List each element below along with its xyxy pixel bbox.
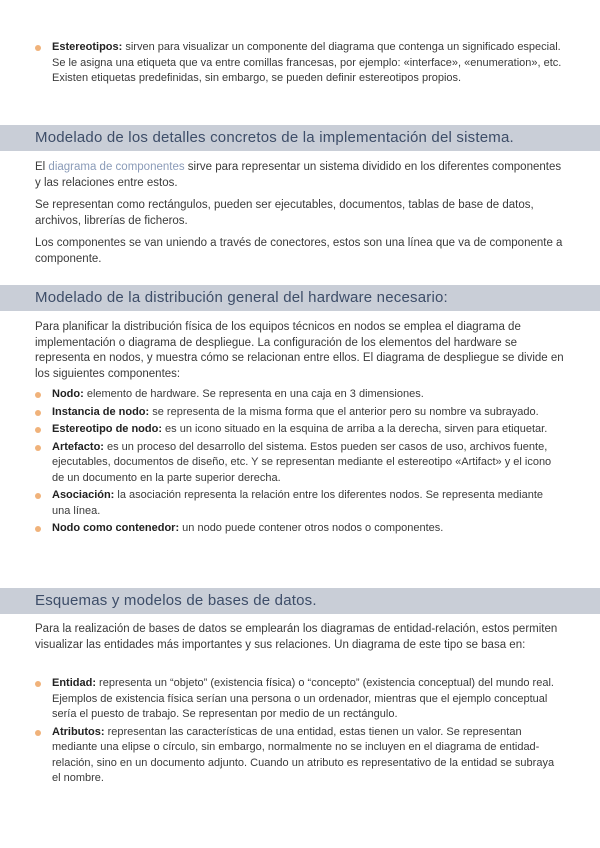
deployment-intro-paragraph: Para planificar la distribución física de los equipos técnicos en nodos se emplea el diagrama de implementación o diagrama de despliegue. La configuración de los elementos del hardware se representa en nodos, y muestra cómo se relacionan entre ellos. El diagrama de despliegue se divide en los siguientes componentes: — [35, 321, 564, 380]
list-item — [52, 676, 564, 723]
bullet-icon — [35, 493, 41, 499]
bullet-text: es un icono situado en la esquina de arriba a la derecha, sirven para etiquetar. — [162, 423, 548, 435]
bullet-icon — [35, 730, 41, 736]
list-item — [52, 405, 564, 421]
bullet-icon — [35, 681, 41, 687]
list-item — [52, 521, 564, 537]
components-paragraph — [35, 160, 565, 191]
bullet-term: Instancia de nodo: — [52, 405, 150, 418]
paragraph-text: El — [35, 161, 49, 173]
database-intro-paragraph: Para la realización de bases de datos se emplearán los diagramas de entidad-relación, estos permiten visualizar las entidades más importantes y sus relaciones. Un diagrama de este tipo se basa en: — [35, 623, 558, 651]
database-concept-list — [52, 676, 564, 789]
bullet-term: Entidad: — [52, 677, 96, 689]
bullet-text: es un proceso del desarrollo del sistema. Estos pueden ser casos de uso, archivos fuente, ejecutables, documentos de diseño, etc. Y se representan mediante el estereotipo «Artifact» y el icono de un documento en la parte superior derecha. — [52, 440, 552, 484]
section-title: Modelado de la distribución general del hardware necesario: — [35, 289, 448, 306]
deployment-component-list — [52, 387, 564, 539]
bullet-text: representan las características de una entidad, estas tienen un valor. Se representan mediante una elipse o círculo, sin embargo, normalmente no se incluyen en el diagrama de entidad-relación, sino en un documento adjunto. Cuando un atributo es representativo de la entidad se subraya el nombre. — [52, 725, 555, 784]
section-header-hardware — [0, 285, 600, 311]
list-item — [52, 422, 564, 438]
section-header-databases — [0, 588, 600, 614]
list-item — [52, 725, 564, 787]
section-title: Esquemas y modelos de bases de datos. — [35, 592, 317, 609]
bullet-term: Artefacto: — [52, 440, 104, 453]
section-title: Modelado de los detalles concretos de la implementación del sistema. — [35, 129, 514, 146]
bullet-text: representa un “objeto” (existencia física) o “concepto” (existencia conceptual) del mundo real. Ejemplos de existencia física serían una persona o un ordenador, mientras que el ejemplo conceptual sería el puesto de trabajo. Se representan por medio de un rectángulo. — [52, 677, 554, 720]
bullet-icon — [35, 410, 41, 416]
bullet-term: Atributos: — [52, 725, 105, 738]
bullet-text: sirven para visualizar un componente del diagrama que contenga un significado especial. Se le asigna una etiqueta que va entre comillas francesas, por ejemplo: «interface», «enumeration», etc. Existen etiquetas predefinidas, sin embargo, se pueden definir estereotipos propios. — [52, 41, 562, 84]
paragraph-text: sirve para representar un sistema dividido en los diferentes componentes y las relaciones entre estos. — [35, 161, 562, 189]
list-item — [52, 440, 564, 487]
components-diagram-link[interactable]: diagrama de componentes — [48, 161, 185, 173]
bullet-icon — [35, 427, 41, 433]
stereotype-bullet-list — [52, 40, 564, 89]
bullet-term: Estereotipo de nodo: — [52, 423, 162, 435]
components-representation-paragraph: Se representan como rectángulos, pueden ser ejecutables, documentos, tablas de base de datos, archivos, librerías de ficheros. — [35, 199, 534, 227]
bullet-term: Nodo como contenedor: — [52, 522, 180, 534]
connectors-paragraph: Los componentes se van uniendo a través de conectores, estos son una línea que va de componente a componente. — [35, 237, 563, 265]
list-item — [52, 40, 564, 87]
bullet-term: Asociación: — [52, 489, 115, 501]
bullet-term: Nodo: — [52, 388, 84, 400]
list-item — [52, 387, 564, 403]
bullet-text: un nodo puede contener otros nodos o componentes. — [179, 522, 444, 534]
bullet-icon — [35, 392, 41, 398]
bullet-icon — [35, 526, 41, 532]
bullet-icon — [35, 445, 41, 451]
bullet-text: elemento de hardware. Se representa en una caja en 3 dimensiones. — [83, 388, 424, 400]
section-header-implementation — [0, 125, 600, 151]
bullet-icon — [35, 45, 41, 51]
bullet-text: la asociación representa la relación entre los diferentes nodos. Se representa mediante una línea. — [52, 489, 544, 517]
bullet-term: Estereotipos: — [52, 41, 123, 53]
list-item — [52, 488, 564, 519]
bullet-text: se representa de la misma forma que el anterior pero su nombre va subrayado. — [149, 405, 539, 418]
